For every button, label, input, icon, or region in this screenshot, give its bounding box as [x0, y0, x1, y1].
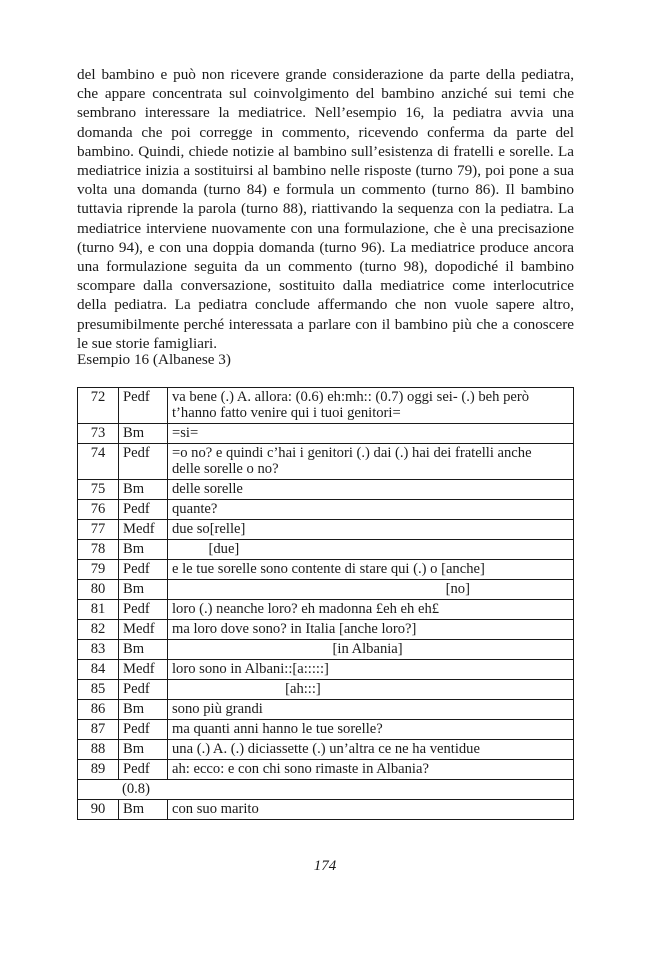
turn-number: 79 [78, 560, 119, 580]
turn-number: 73 [78, 424, 119, 444]
turn-number: 75 [78, 480, 119, 500]
pause-cell: (0.8) [78, 780, 574, 800]
speaker-code: Bm [119, 424, 168, 444]
example-caption: Esempio 16 (Albanese 3) [77, 351, 231, 368]
utterance-text: =si= [168, 424, 574, 444]
speaker-code: Medf [119, 620, 168, 640]
turn-number: 81 [78, 600, 119, 620]
utterance-text: delle sorelle [168, 480, 574, 500]
turn-number: 86 [78, 700, 119, 720]
utterance-text: e le tue sorelle sono contente di stare qui (.) o [anche] [168, 560, 574, 580]
transcript-row [78, 640, 574, 660]
turn-number: 85 [78, 680, 119, 700]
speaker-code: Pedf [119, 720, 168, 740]
transcript-row [78, 580, 574, 600]
transcript-row [78, 600, 574, 620]
speaker-code: Bm [119, 480, 168, 500]
turn-number: 72 [78, 388, 119, 424]
speaker-code: Bm [119, 540, 168, 560]
speaker-code: Pedf [119, 560, 168, 580]
utterance-text: =o no? e quindi c’hai i genitori (.) dai (.) hai dei fratelli anche delle sorelle o no? [168, 444, 574, 480]
utterance-text: loro sono in Albani::[a:::::] [168, 660, 574, 680]
utterance-text: una (.) A. (.) diciassette (.) un’altra ce ne ha ventidue [168, 740, 574, 760]
utterance-text: ah: ecco: e con chi sono rimaste in Albania? [168, 760, 574, 780]
utterance-text: ma quanti anni hanno le tue sorelle? [168, 720, 574, 740]
speaker-code: Medf [119, 660, 168, 680]
body-paragraph: del bambino e può non ricevere grande considerazione da parte della pediatra, che appare concentrata sul coinvolgimento del bambino anziché sui temi che sembrano interessare la mediatrice. Nell’esempio 16, la pediatra avvia una domanda che poi corregge in commento, ricevendo conferma da parte del bambino. Quindi, chiede notizie al bambino sull’esistenza di fratelli e sorelle. La mediatrice inizia a sostituirsi al bambino nelle risposte (turno 79), poi pone a sua volta una domanda (turno 84) e formula un commento (turno 86). Il bambino tuttavia riprende la parola (turno 88), riattivando la sequenza con la pediatra. La mediatrice interviene nuovamente con una formulazione, che è una precisazione (turno 94), e con una doppia domanda (turno 96). La mediatrice produce ancora una formulazione seguita da un commento (turno 98), dopodiché il bambino scompare dalla conversazione, sostituito dalla mediatrice come interlocutrice della pediatra. La pediatra conclude affermando che non vuole sapere altro, presumibilmente perché interessata a parlare con il bambino più che a conoscere le sue storie famigliari. [77, 66, 574, 352]
transcript-row [78, 500, 574, 520]
speaker-code: Bm [119, 740, 168, 760]
turn-number: 77 [78, 520, 119, 540]
transcript-row [78, 480, 574, 500]
speaker-code: Bm [119, 640, 168, 660]
transcript-row [78, 660, 574, 680]
speaker-code: Bm [119, 800, 168, 820]
utterance-text: quante? [168, 500, 574, 520]
speaker-code: Pedf [119, 600, 168, 620]
speaker-code: Pedf [119, 444, 168, 480]
turn-number: 87 [78, 720, 119, 740]
turn-number: 78 [78, 540, 119, 560]
speaker-code: Bm [119, 580, 168, 600]
utterance-text: due so[relle] [168, 520, 574, 540]
speaker-code: Pedf [119, 760, 168, 780]
transcript-row [78, 720, 574, 740]
turn-number: 80 [78, 580, 119, 600]
transcript-body [78, 388, 574, 820]
utterance-text: [ah:::] [168, 680, 574, 700]
turn-number: 88 [78, 740, 119, 760]
speaker-code: Medf [119, 520, 168, 540]
transcript-row [78, 680, 574, 700]
transcript-row [78, 800, 574, 820]
utterance-text: con suo marito [168, 800, 574, 820]
speaker-code: Pedf [119, 388, 168, 424]
turn-number: 82 [78, 620, 119, 640]
utterance-text: [due] [168, 540, 574, 560]
turn-number: 84 [78, 660, 119, 680]
transcript-row [78, 540, 574, 560]
utterance-text: ma loro dove sono? in Italia [anche loro?] [168, 620, 574, 640]
transcript-row [78, 444, 574, 480]
transcript-row [78, 388, 574, 424]
transcript-row [78, 520, 574, 540]
speaker-code: Bm [119, 700, 168, 720]
transcript-row [78, 620, 574, 640]
transcript-row [78, 560, 574, 580]
utterance-text: loro (.) neanche loro? eh madonna £eh eh eh£ [168, 600, 574, 620]
transcript-row [78, 700, 574, 720]
utterance-text: [no] [168, 580, 574, 600]
transcript-table [77, 387, 574, 820]
turn-number: 90 [78, 800, 119, 820]
utterance-text: va bene (.) A. allora: (0.6) eh:mh:: (0.7) oggi sei- (.) beh però t’hanno fatto venire qui i tuoi genitori= [168, 388, 574, 424]
turn-number: 89 [78, 760, 119, 780]
utterance-text: sono più grandi [168, 700, 574, 720]
transcript-row [78, 780, 574, 800]
page-number: 174 [313, 858, 337, 874]
transcript-row [78, 760, 574, 780]
turn-number: 83 [78, 640, 119, 660]
transcript-row [78, 740, 574, 760]
turn-number: 74 [78, 444, 119, 480]
speaker-code: Pedf [119, 680, 168, 700]
turn-number: 76 [78, 500, 119, 520]
speaker-code: Pedf [119, 500, 168, 520]
transcript-row [78, 424, 574, 444]
utterance-text: [in Albania] [168, 640, 574, 660]
